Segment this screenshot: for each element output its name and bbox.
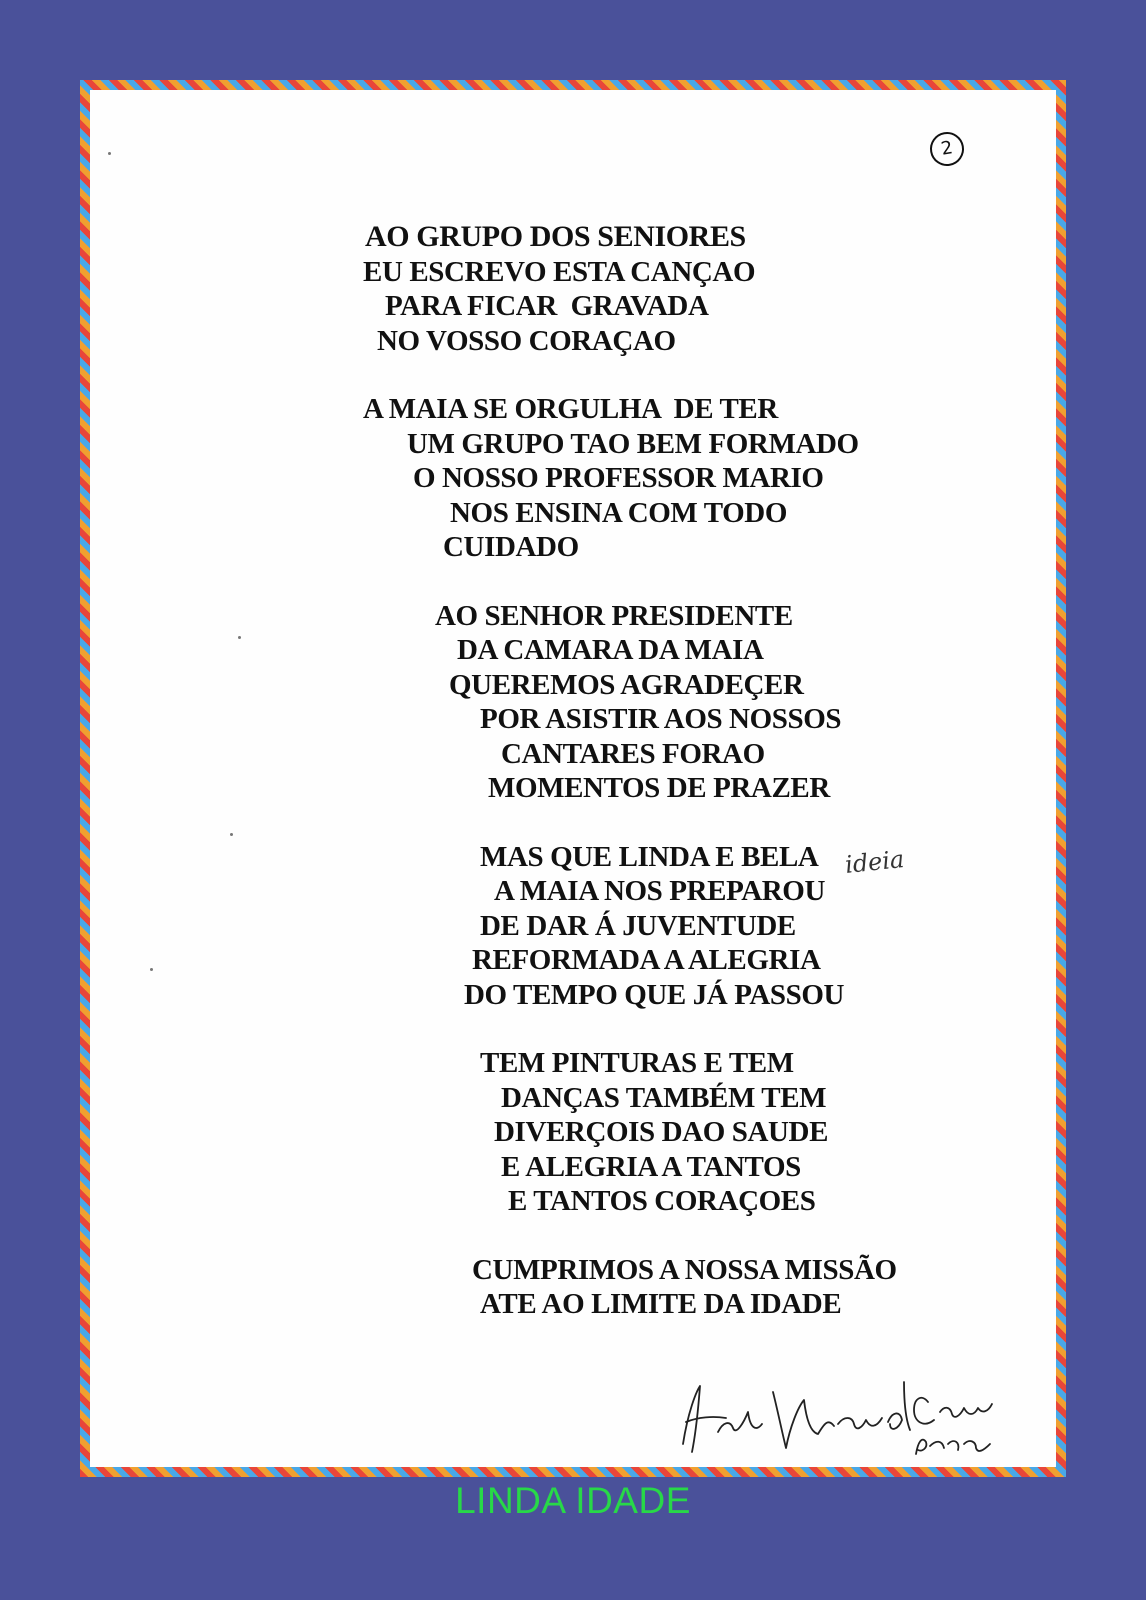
verse: DO TEMPO QUE JÁ PASSOU (464, 978, 845, 1011)
verse: E TANTOS CORAÇOES (508, 1185, 816, 1217)
stanza-1 (90, 220, 1056, 358)
verse: DE DAR Á JUVENTUDE (480, 909, 796, 942)
stanza-4 (90, 840, 1056, 1013)
verse: A MAIA NOS PREPAROU (494, 875, 826, 907)
verse: UM GRUPO TAO BEM FORMADO (407, 427, 859, 460)
handwritten-note: ideia (843, 844, 906, 880)
verse: CUMPRIMOS A NOSSA MISSÃO (472, 1253, 897, 1286)
handwritten-signature (678, 1372, 1018, 1462)
verse: REFORMADA A ALEGRIA (472, 944, 821, 976)
verse: DA CAMARA DA MAIA (457, 634, 764, 666)
verse: ATE AO LIMITE DA IDADE (480, 1288, 842, 1320)
speck (108, 152, 111, 155)
verse: QUEREMOS AGRADEÇER (449, 668, 804, 701)
paper-sheet (90, 90, 1056, 1467)
signature-scribble (678, 1372, 1018, 1462)
speck (150, 968, 153, 971)
speck (238, 636, 241, 639)
verse: NO VOSSO CORAÇAO (377, 324, 676, 357)
verse: MAS QUE LINDA E BELA (480, 840, 819, 873)
verse: EU ESCREVO ESTA CANÇAO (363, 255, 756, 288)
verse: CUIDADO (443, 531, 579, 563)
stanza-5 (90, 1046, 1056, 1219)
verse: E ALEGRIA A TANTOS (501, 1150, 801, 1183)
verse: POR ASISTIR AOS NOSSOS (480, 703, 842, 735)
verse: DANÇAS TAMBÉM TEM (501, 1081, 827, 1114)
verse: CANTARES FORAO (501, 737, 765, 770)
poem (90, 220, 1056, 1356)
verse: DIVERÇOIS DAO SAUDE (494, 1116, 829, 1148)
stanza-6 (90, 1253, 1056, 1322)
page-number: 2 (927, 129, 966, 168)
verse: MOMENTOS DE PRAZER (488, 772, 830, 804)
stanza-2 (90, 392, 1056, 565)
verse: O NOSSO PROFESSOR MARIO (413, 462, 824, 494)
caption-title: LINDA IDADE (455, 1480, 691, 1521)
verse: A MAIA SE ORGULHA DE TER (363, 393, 778, 425)
verse: NOS ENSINA COM TODO (450, 496, 787, 529)
verse: AO SENHOR PRESIDENTE (435, 599, 793, 632)
verse: PARA FICAR GRAVADA (385, 290, 709, 322)
verse: TEM PINTURAS E TEM (480, 1047, 794, 1079)
stanza-3 (90, 599, 1056, 806)
verse: AO GRUPO DOS SENIORES (365, 220, 746, 253)
speck (230, 833, 233, 836)
striped-border-frame (80, 80, 1066, 1477)
